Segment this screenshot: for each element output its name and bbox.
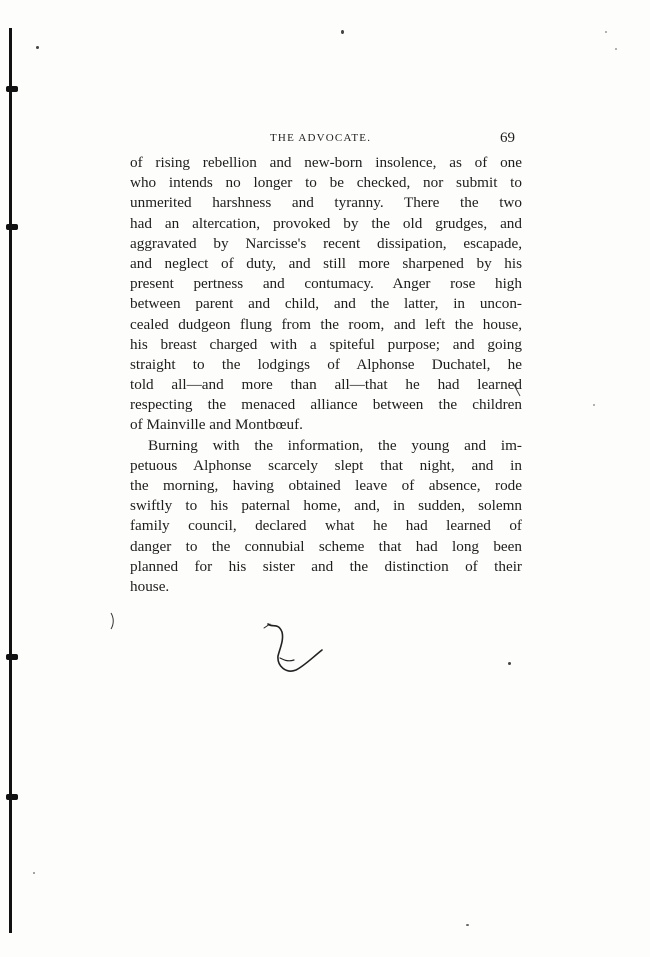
text-line: house. bbox=[130, 577, 170, 595]
text-line: of rising rebellion and new-born insolence, as of one bbox=[130, 154, 522, 171]
text-line: the morning, having obtained leave of absence, rode bbox=[130, 477, 522, 494]
binding-stitch bbox=[6, 794, 18, 800]
speck bbox=[36, 46, 39, 49]
speck bbox=[508, 662, 511, 665]
text-line: aggravated by Narcisse's recent dissipation, escapade, bbox=[130, 234, 522, 252]
ink-mark bbox=[108, 612, 116, 630]
text-line: told all—and more than all—that he had learned bbox=[130, 376, 522, 394]
speck bbox=[466, 924, 469, 926]
text-line: present pertness and contumacy. Anger rose high bbox=[130, 275, 522, 293]
text-line: swiftly to his paternal home, and, in sudden, solemn bbox=[130, 497, 522, 515]
text-line: petuous Alphonse scarcely slept that night, and in bbox=[130, 456, 522, 474]
text-line: and neglect of duty, and still more sharpened by his bbox=[130, 254, 522, 272]
text-line: had an altercation, provoked by the old grudges, and bbox=[130, 214, 522, 232]
text-line: planned for his sister and the distinction of their bbox=[130, 557, 522, 575]
text-line: between parent and child, and the latter, in uncon- bbox=[130, 295, 522, 313]
paragraph bbox=[130, 153, 522, 436]
speck bbox=[33, 872, 35, 874]
ink-mark bbox=[512, 382, 522, 398]
text-line: his breast charged with a spiteful purpose; and going bbox=[130, 335, 522, 353]
text-line: respecting the menaced alliance between the children bbox=[130, 396, 522, 414]
body-text bbox=[130, 153, 522, 597]
text-line: danger to the connubial scheme that had long been bbox=[130, 537, 522, 555]
paragraph bbox=[130, 436, 522, 598]
text-line: Burning with the information, the young and im- bbox=[148, 436, 522, 454]
speck bbox=[605, 31, 607, 33]
text-line: who intends no longer to be checked, nor submit to bbox=[130, 174, 522, 192]
pen-mark bbox=[262, 618, 332, 680]
speck bbox=[593, 404, 595, 406]
text-line: family council, declared what he had learned of bbox=[130, 517, 522, 535]
page-header bbox=[130, 130, 515, 150]
binding-stitch bbox=[6, 224, 18, 230]
running-head: THE ADVOCATE. bbox=[270, 132, 372, 144]
speck bbox=[341, 30, 344, 34]
text-line: unmerited harshness and tyranny. There the two bbox=[130, 194, 522, 212]
binding-stitch bbox=[6, 86, 18, 92]
binding-stitch bbox=[6, 654, 18, 660]
text-line: of Mainville and Montbœuf. bbox=[130, 416, 303, 434]
text-line: cealed dudgeon flung from the room, and left the house, bbox=[130, 315, 522, 333]
speck bbox=[615, 48, 617, 50]
page-number: 69 bbox=[500, 130, 515, 146]
text-line: straight to the lodgings of Alphonse Duchatel, he bbox=[130, 355, 522, 373]
